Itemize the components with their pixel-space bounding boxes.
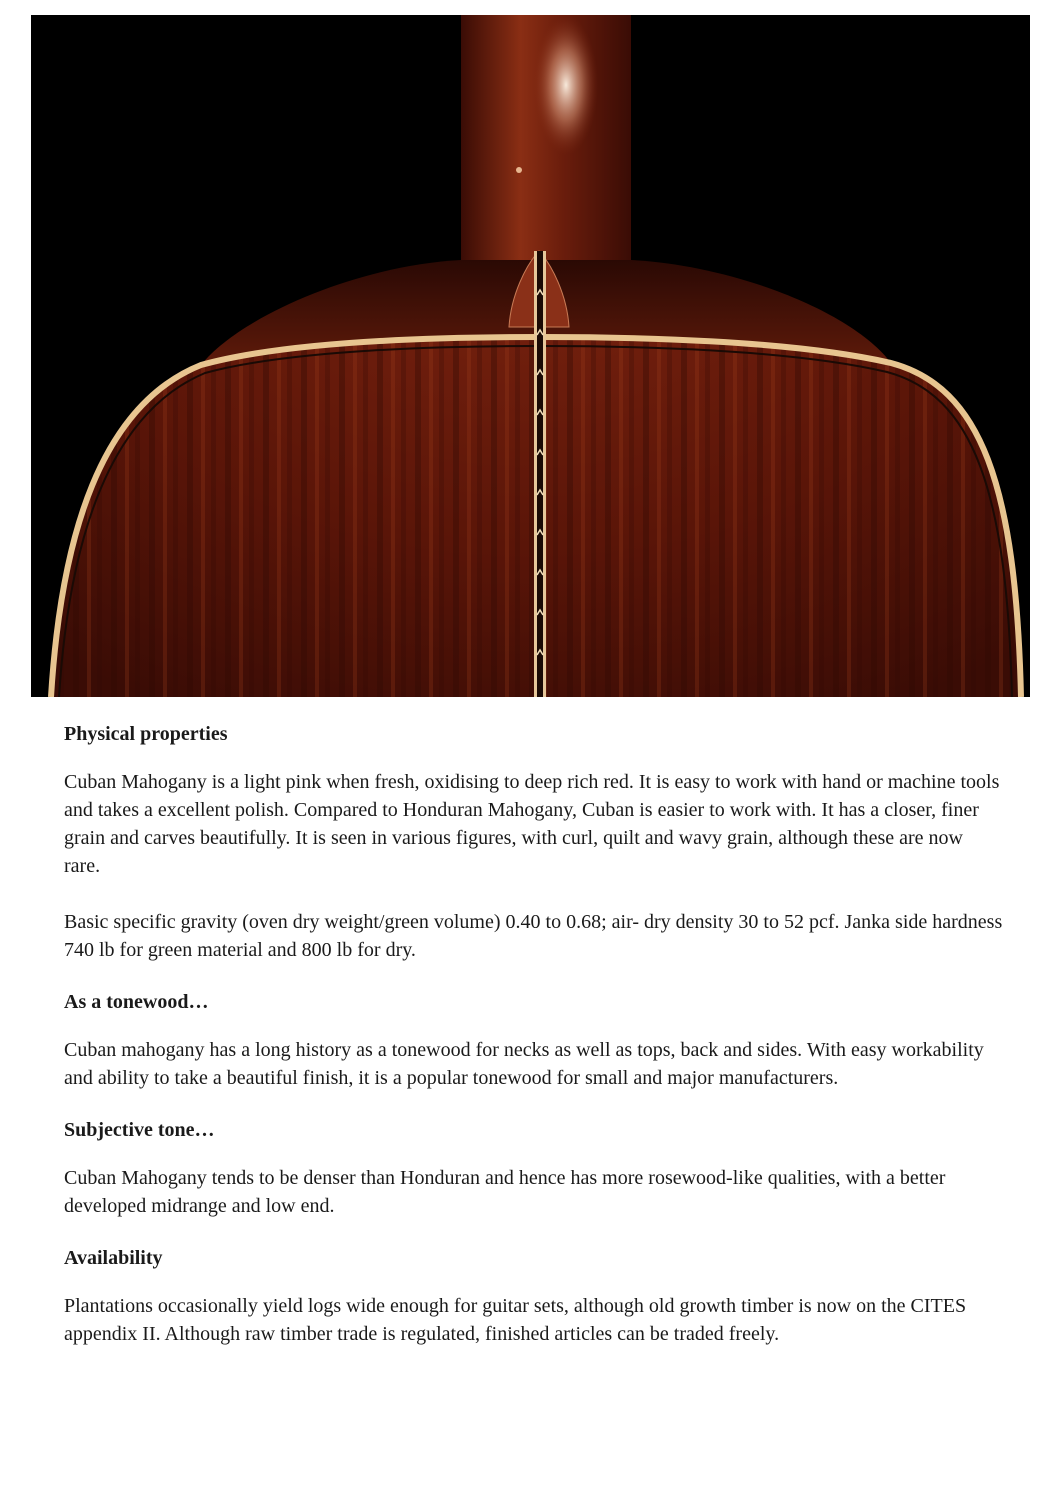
guitar-back-illustration — [31, 15, 1030, 697]
section-tonewood — [64, 988, 1004, 1092]
paragraph: Cuban mahogany has a long history as a tonewood for necks as well as tops, back and sides. With easy workability and ability to take a beautiful finish, it is a popular tonewood for small and major manufacturers. — [64, 1039, 984, 1089]
paragraph: Cuban Mahogany is a light pink when fresh, oxidising to deep rich red. It is easy to work with hand or machine tools and takes a excellent polish. Compared to Honduran Mahogany, Cuban is easier to work with. It has a closer, finer grain and carves beautifully. It is seen in various figures, with curl, quilt and wavy grain, although these are now rare. — [64, 771, 1000, 877]
section-heading: Subjective tone… — [64, 1119, 215, 1141]
section-heading: As a tonewood… — [64, 991, 209, 1013]
article-body — [64, 720, 1004, 1376]
section-heading: Physical properties — [64, 723, 228, 745]
paragraph: Basic specific gravity (oven dry weight/green volume) 0.40 to 0.68; air- dry density 30 to 52 pcf. Janka side hardness 740 lb for green material and 800 lb for dry. — [64, 911, 1003, 961]
section-physical-properties — [64, 720, 1004, 964]
section-subjective-tone — [64, 1116, 1004, 1220]
section-availability — [64, 1244, 1004, 1348]
section-heading: Availability — [64, 1247, 163, 1269]
paragraph: Cuban Mahogany tends to be denser than Honduran and hence has more rosewood-like qualities, with a better developed midrange and low end. — [64, 1167, 946, 1217]
paragraph: Plantations occasionally yield logs wide enough for guitar sets, although old growth timber is now on the CITES appendix II. Although raw timber trade is regulated, finished articles can be traded freely. — [64, 1295, 967, 1345]
guitar-back-image — [31, 15, 1030, 697]
